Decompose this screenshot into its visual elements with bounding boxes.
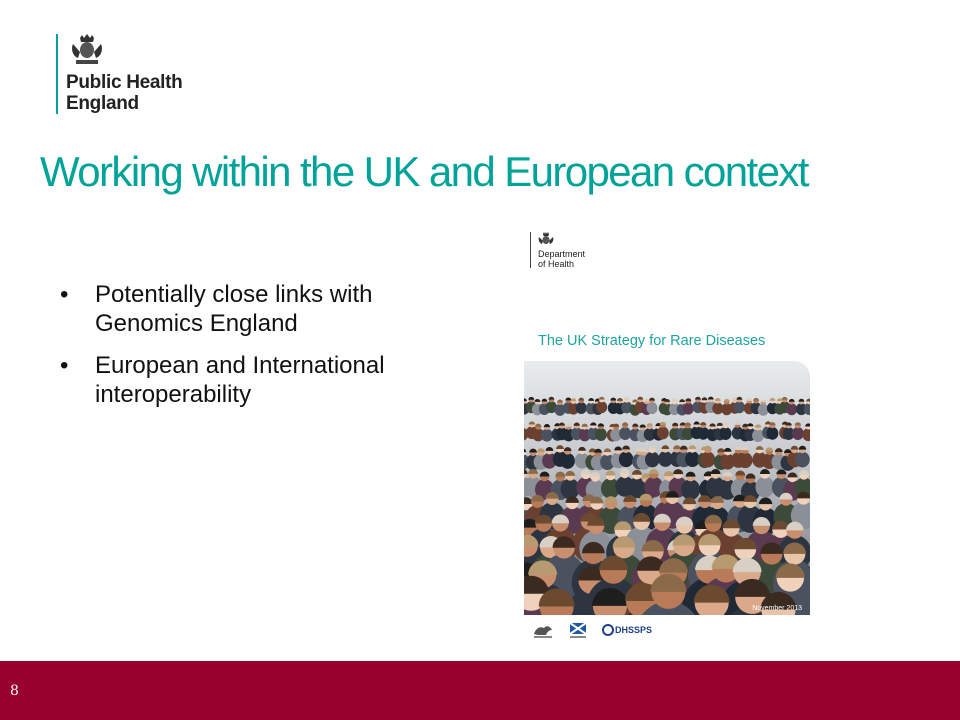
- crowd-person-body: [752, 429, 764, 442]
- department-name-line2: of Health: [538, 259, 575, 269]
- crowd-person-body: [701, 452, 716, 468]
- royal-crest-icon: [538, 232, 554, 246]
- crowd-person-body: [619, 451, 634, 467]
- scottish-government-icon: [568, 622, 588, 640]
- department-of-health-logo: [530, 232, 610, 272]
- doh-logo-divider: [530, 232, 531, 268]
- crowd-person-body: [685, 451, 700, 467]
- crowd-person-body: [738, 452, 753, 468]
- footer-bar: [0, 661, 960, 720]
- organisation-name: [66, 72, 182, 114]
- crowd-illustration: [524, 361, 810, 615]
- report-title: The UK Strategy for Rare Diseases: [538, 333, 766, 349]
- crowd-person-body: [645, 452, 660, 468]
- crowd-person-body: [681, 479, 700, 500]
- department-name: [538, 249, 585, 269]
- department-name-line1: Department: [538, 249, 586, 259]
- dhssps-label: DHSSPS: [615, 625, 653, 635]
- report-cover-image: [522, 228, 822, 656]
- crowd-person-body: [766, 427, 778, 440]
- crowd-person-body: [734, 401, 745, 413]
- crowd-person-body: [758, 404, 769, 416]
- crowd-person-body: [576, 402, 587, 414]
- bullet-item: • Potentially close links with Genomics England: [60, 280, 480, 338]
- organisation-name-line2: England: [66, 93, 139, 114]
- crowd-person-body: [792, 427, 804, 440]
- report-date: November 2013: [752, 605, 802, 612]
- dhssps-icon: [602, 622, 614, 640]
- crowd-person-body: [683, 403, 694, 415]
- crowd-person-body: [596, 401, 607, 413]
- slide-title: Working within the UK and European context: [40, 148, 808, 195]
- crowd-person-body: [755, 477, 774, 498]
- slide-number: 8: [10, 683, 19, 699]
- crowd-person-body: [560, 453, 575, 469]
- crowd-person-body: [541, 429, 553, 442]
- crowd-person-body: [786, 403, 797, 415]
- crowd-person-body: [657, 426, 669, 439]
- bullet-list: [60, 280, 480, 422]
- crowd-person-body: [795, 452, 810, 468]
- phe-logo: [56, 34, 206, 116]
- bullet-item: • European and International interoperability: [60, 351, 480, 409]
- crowd-person-body: [720, 427, 732, 440]
- partner-logos: [532, 622, 732, 642]
- crowd-photo: [524, 361, 810, 615]
- logo-divider: [56, 34, 58, 114]
- royal-crest-icon: [70, 34, 104, 66]
- welsh-government-icon: [532, 622, 554, 640]
- crowd-person-body: [619, 427, 631, 440]
- crowd-person-body: [595, 428, 607, 441]
- crowd-person-body: [647, 402, 658, 414]
- organisation-name-line1: Public Health: [66, 72, 183, 93]
